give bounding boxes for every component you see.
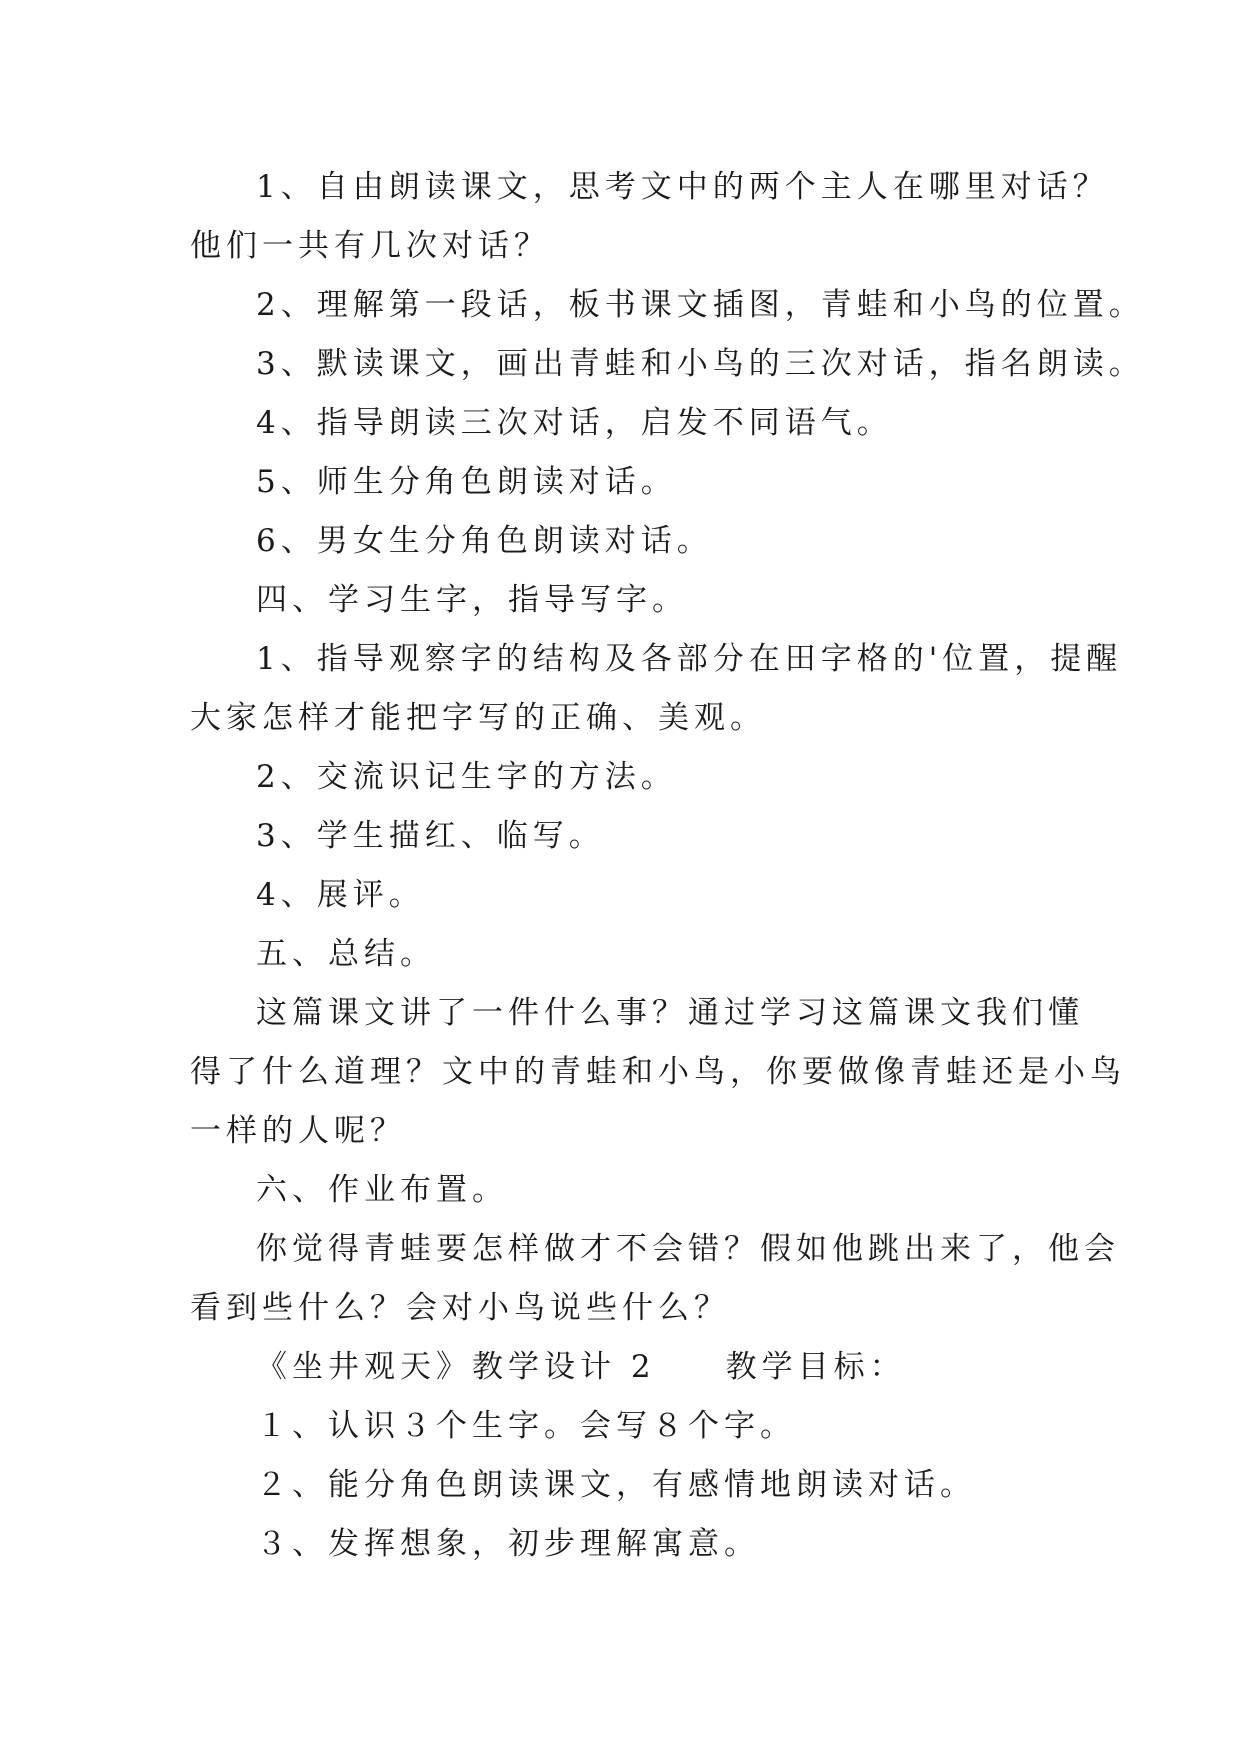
section-heading: 六、作业布置。 [256,1172,508,1208]
text-line: 4、指导朗读三次对话，启发不同语气。 [256,405,893,441]
text-line: 2、交流识记生字的方法。 [256,759,677,795]
text-line: 5、师生分角色朗读对话。 [256,464,677,500]
objective-item: ３、发挥想象，初步理解寓意。 [256,1526,760,1562]
text-line: 3、学生描红、临写。 [256,818,605,854]
section-heading: 五、总结。 [256,936,436,972]
text-line: 得了什么道理？文中的青蛙和小鸟，你要做像青蛙还是小鸟 [190,1054,1126,1090]
text-line: 这篇课文讲了一件什么事？通过学习这篇课文我们懂 [256,995,1084,1031]
design-title-line [190,1338,1090,1397]
text-line: 看到些什么？会对小鸟说些什么？ [190,1290,730,1326]
text-line: 1、自由朗读课文，思考文中的两个主人在哪里对话？ [256,169,1109,205]
objectives-label: 教学目标： [725,1349,906,1385]
document-body [190,158,1145,1574]
text-line: 4、展评。 [256,877,425,913]
text-line: 2、理解第一段话，板书课文插图，青蛙和小鸟的位置。 [256,287,1145,323]
section-heading: 四、学习生字，指导写字。 [256,582,688,618]
text-line: 他们一共有几次对话？ [190,228,550,264]
text-line: 一样的人呢？ [190,1113,406,1149]
text-line: 大家怎样才能把字写的正确、美观。 [190,700,766,736]
text-line: 6、男女生分角色朗读对话。 [256,523,713,559]
text-line: 3、默读课文，画出青蛙和小鸟的三次对话，指名朗读。 [256,346,1145,382]
text-line: 1、指导观察字的结构及各部分在田字格的'位置，提醒 [256,641,1123,677]
design-title: 《坐井观天》教学设计 2 [256,1349,656,1385]
objective-item: １、认识３个生字。会写８个字。 [256,1408,796,1444]
text-line: 你觉得青蛙要怎样做才不会错？假如他跳出来了，他会 [256,1231,1120,1267]
objective-item: ２、能分角色朗读课文，有感情地朗读对话。 [256,1467,976,1503]
